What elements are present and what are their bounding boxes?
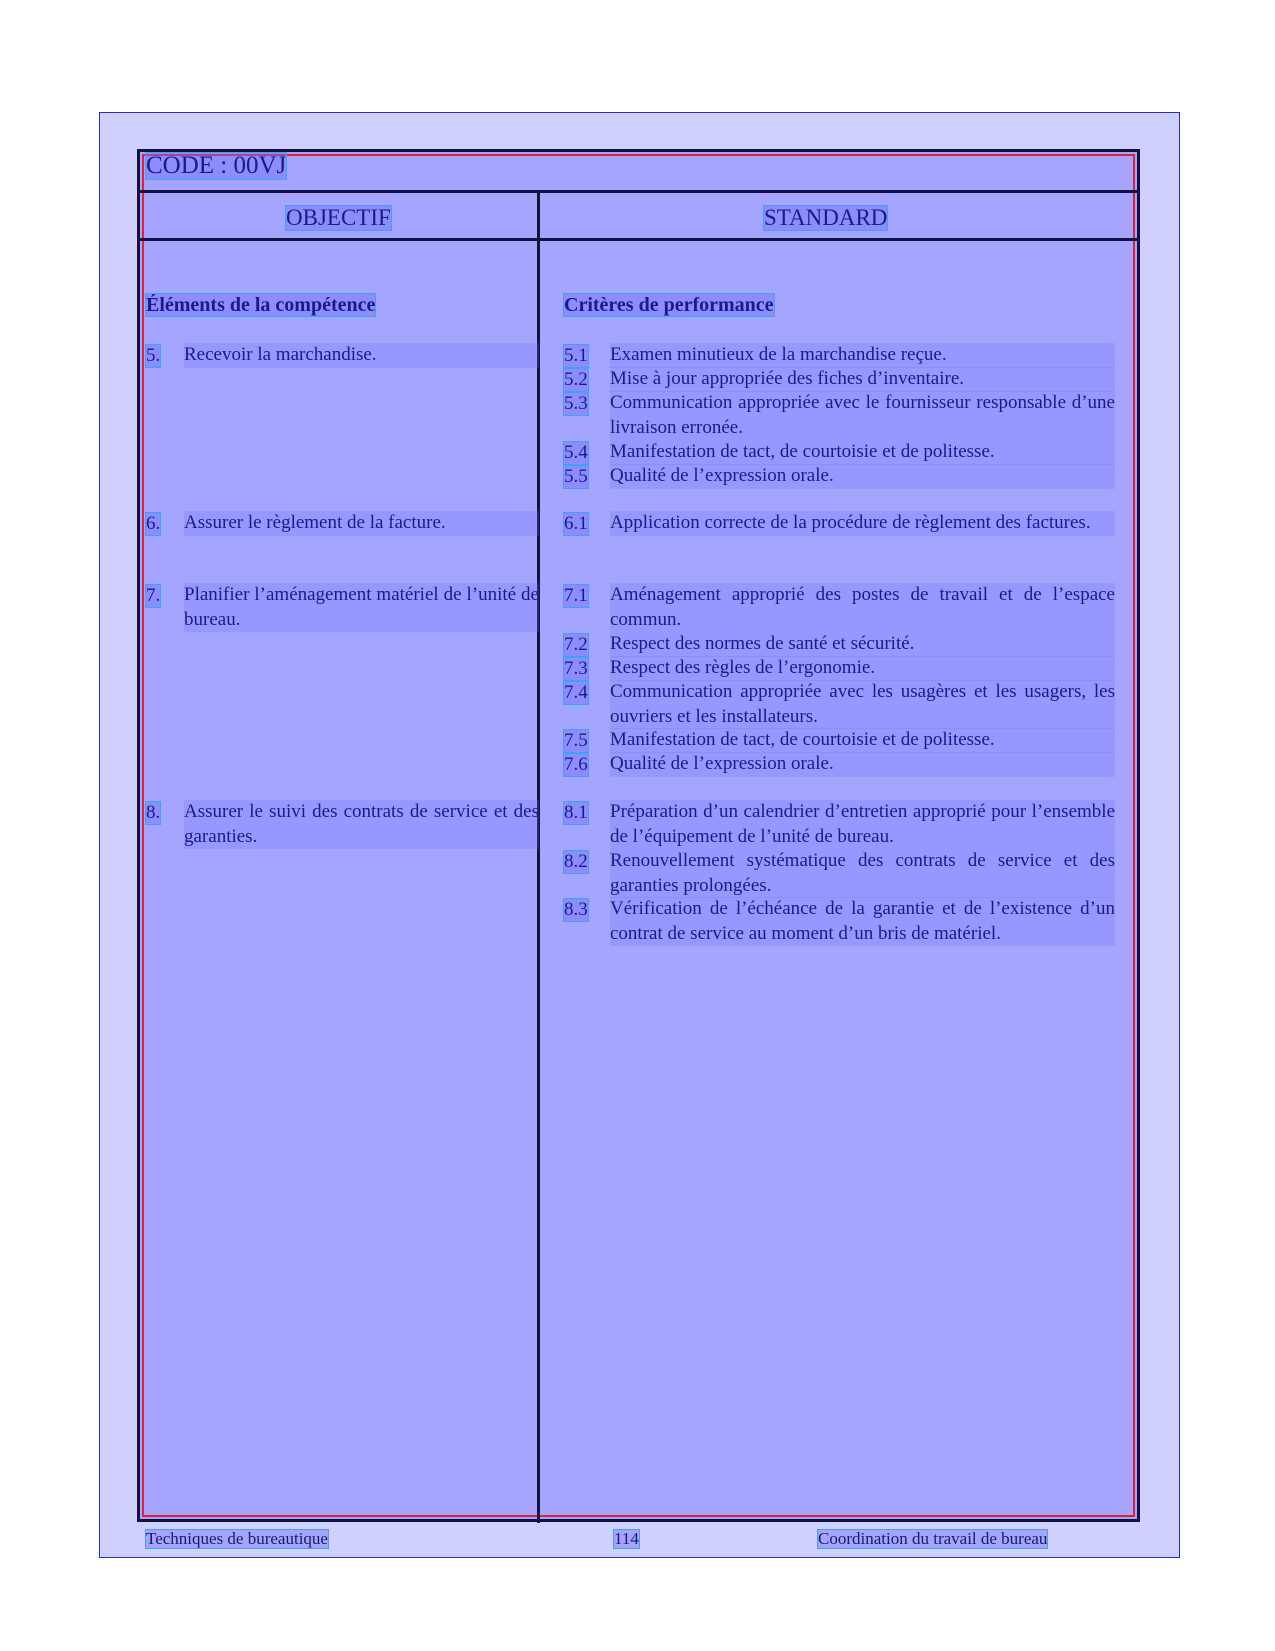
footer-program: Techniques de bureautique: [146, 1529, 328, 1548]
criterion-number: 5.5: [564, 466, 588, 487]
column-header-standard: STANDARD: [764, 205, 888, 230]
section-criteria-heading: Critères de performance: [564, 294, 774, 316]
criterion-text: Manifestation de tact, de courtoisie et de politesse.: [610, 728, 1115, 753]
criterion-text: Manifestation de tact, de courtoisie et de politesse.: [610, 440, 1115, 465]
element-text: Recevoir la marchandise.: [184, 343, 539, 368]
element-number: 8.: [146, 802, 161, 823]
criterion-number: 5.4: [564, 442, 588, 463]
criterion-number: 7.3: [564, 658, 588, 679]
criterion-text: Application correcte de la procédure de règlement des factures.: [610, 511, 1115, 536]
criterion-number: 8.2: [564, 851, 588, 872]
criterion-number: 5.2: [564, 369, 588, 390]
criterion-text: Respect des normes de santé et sécurité.: [610, 632, 1115, 657]
criterion-number: 5.1: [564, 345, 588, 366]
criterion-text: Communication appropriée avec le fournisseur responsable d’une livraison erronée.: [610, 391, 1115, 440]
element-text: Assurer le règlement de la facture.: [184, 511, 539, 536]
element-number: 5.: [146, 345, 161, 366]
criterion-text: Examen minutieux de la marchandise reçue.: [610, 343, 1115, 368]
footer-competence: Coordination du travail de bureau: [818, 1529, 1048, 1548]
criterion-number: 7.2: [564, 634, 588, 655]
criterion-number: 8.1: [564, 802, 588, 823]
criterion-text: Préparation d’un calendrier d’entretien approprié pour l’ensemble de l’équipement de l’unité de bureau.: [610, 800, 1115, 849]
criterion-text: Qualité de l’expression orale.: [610, 752, 1115, 777]
criterion-number: 7.5: [564, 730, 588, 751]
criterion-number: 5.3: [564, 393, 588, 414]
criterion-number: 8.3: [564, 899, 588, 920]
criterion-number: 6.1: [564, 513, 588, 534]
header-divider: [140, 190, 1137, 193]
criterion-number: 7.1: [564, 585, 588, 606]
footer-page-number: 114: [614, 1529, 639, 1548]
column-divider: [537, 190, 540, 1523]
element-text: Planifier l’aménagement matériel de l’unité de bureau.: [184, 583, 539, 632]
criterion-text: Mise à jour appropriée des fiches d’inventaire.: [610, 367, 1115, 392]
criterion-text: Communication appropriée avec les usagères et les usagers, les ouvriers et les installateurs.: [610, 680, 1115, 729]
column-header-divider: [140, 238, 1137, 241]
criterion-number: 7.6: [564, 754, 588, 775]
criterion-text: Qualité de l’expression orale.: [610, 464, 1115, 489]
column-header-objectif: OBJECTIF: [286, 205, 391, 230]
element-number: 6.: [146, 513, 161, 534]
criterion-text: Respect des règles de l’ergonomie.: [610, 656, 1115, 681]
criterion-text: Renouvellement systématique des contrats de service et des garanties prolongées.: [610, 849, 1115, 898]
criterion-text: Vérification de l’échéance de la garantie et de l’existence d’un contrat de service au moment d’un bris de matériel.: [610, 897, 1115, 946]
element-number: 7.: [146, 585, 161, 606]
element-text: Assurer le suivi des contrats de service et des garanties.: [184, 800, 539, 849]
criterion-text: Aménagement approprié des postes de travail et de l’espace commun.: [610, 583, 1115, 632]
criterion-number: 7.4: [564, 682, 588, 703]
code-label: CODE : 00VJ: [146, 152, 287, 179]
section-elements-heading: Éléments de la compétence: [146, 294, 376, 316]
